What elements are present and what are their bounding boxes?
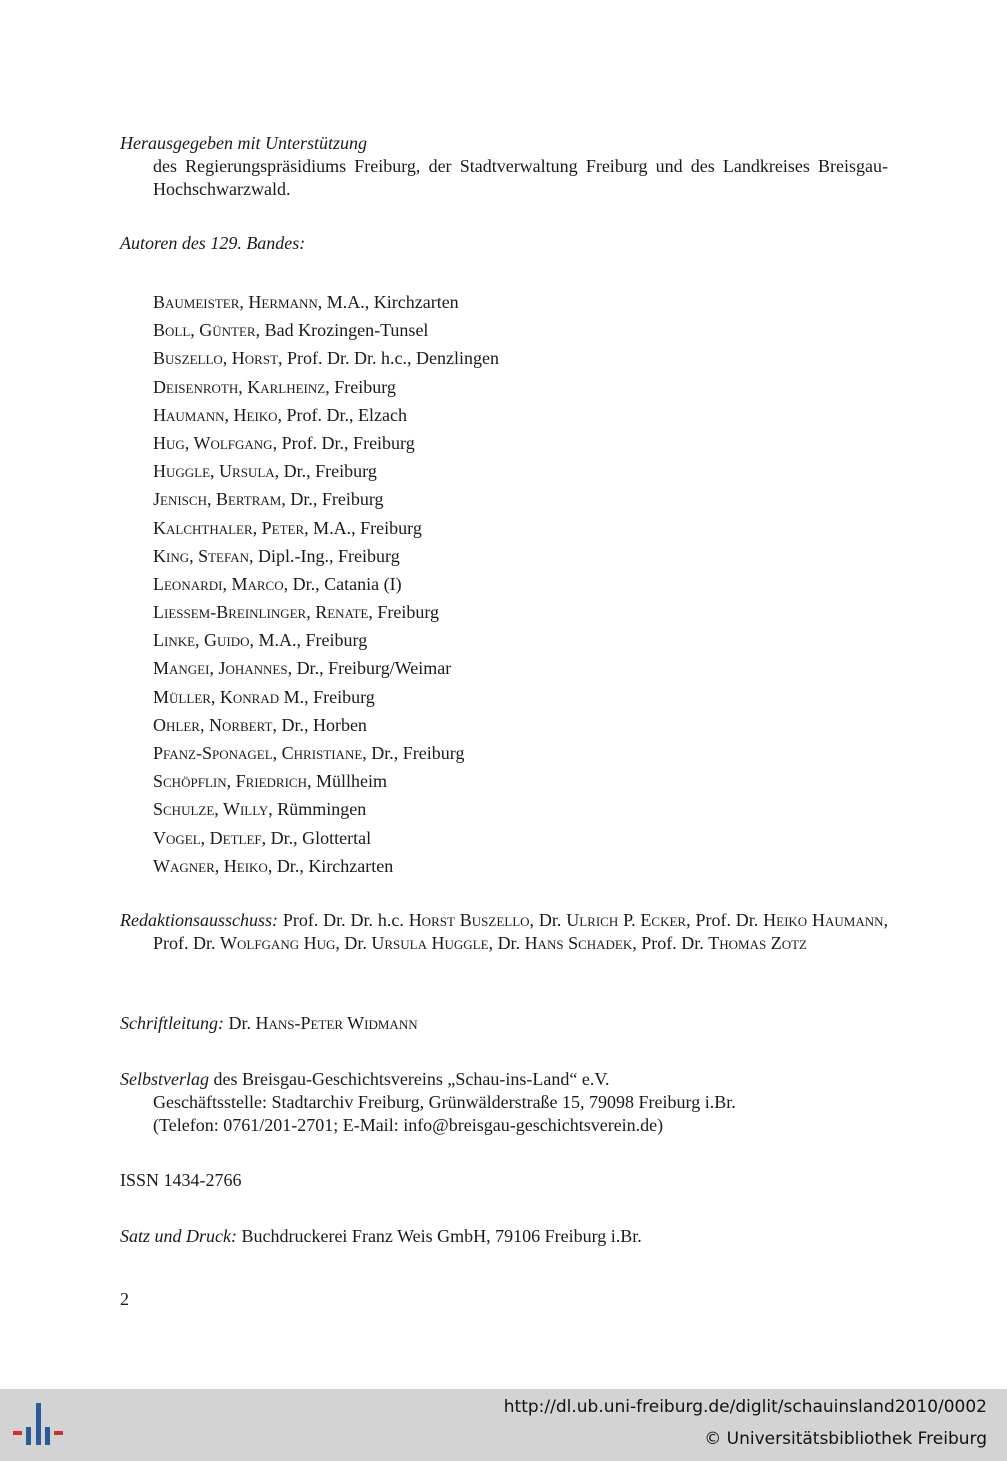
committee-member-name: Heiko Haumann [763,910,884,930]
issn: ISSN 1434-2766 [120,1170,242,1190]
self-publisher-label: Selbstverlag [120,1069,209,1089]
list-item: Boll, Günter, Bad Krozingen-Tunsel [153,320,429,341]
list-item: Mangei, Johannes, Dr., Freiburg/Weimar [153,658,452,679]
list-item: Huggle, Ursula, Dr., Freiburg [153,461,377,482]
self-publisher-line: Selbstverlag des Breisgau-Geschichtsvereins „Schau-ins-Land“ e.V. [120,1069,610,1089]
list-item: Müller, Konrad M., Freiburg [153,686,375,707]
authors-list [153,288,921,880]
list-item: Ohler, Norbert, Dr., Horben [153,714,367,735]
editor-in-chief-name: Hans-Peter Widmann [255,1013,418,1033]
list-item: Wagner, Heiko, Dr., Kirchzarten [153,855,394,876]
list-item: Baumeister, Hermann, M.A., Kirchzarten [153,292,459,312]
list-item: Linke, Guido, M.A., Freiburg [153,630,368,651]
office-address: Geschäftsstelle: Stadtarchiv Freiburg, Grünwälderstraße 15, 79098 Freiburg i.Br. [153,1092,736,1112]
list-item: Hug, Wolfgang, Prof. Dr., Freiburg [153,432,415,453]
committee-member-name: Wolfgang Hug [220,933,336,953]
editorial-committee-label: Redaktionsausschuss: [120,910,278,930]
editor-in-chief-label: Schriftleitung: [120,1013,224,1033]
authors-label: Autoren des 129. Bandes: [120,233,306,253]
typesetting-label: Satz und Druck: [120,1226,237,1246]
committee-member-name: Hans Schadek [524,933,633,953]
list-item: Kalchthaler, Peter, M.A., Freiburg [153,517,422,538]
list-item: Jenisch, Bertram, Dr., Freiburg [153,489,384,510]
page-number: 2 [120,1289,129,1309]
self-publisher-section [120,1068,888,1137]
publisher-support-text: des Regierungspräsidiums Freiburg, der Stadtverwaltung Freiburg und des Landkreises Breisgau-Hochschwarzwald. [153,156,888,199]
list-item: Deisenroth, Karlheinz, Freiburg [153,376,396,397]
list-item: Pfanz-Sponagel, Christiane, Dr., Freiburg [153,743,465,763]
editorial-committee: Redaktionsausschuss: Prof. Dr. Dr. h.c. Horst Buszello, Dr. Ulrich P. Ecker, Prof. Dr. Heiko Haumann, Prof. Dr. Wolfgang Hug, Dr. Ursula Huggle, Dr. Hans Schadek, Prof. Dr. Thomas Zotz [120,910,889,953]
permalink-url[interactable]: http://dl.ub.uni-freiburg.de/diglit/schauinsland2010/0002 [503,1397,987,1417]
list-item: Vogel, Detlef, Dr., Glottertal [153,827,372,848]
list-item: Schulze, Willy, Rümmingen [153,799,367,820]
editor-in-chief: Schriftleitung: Dr. Hans-Peter Widmann [120,1013,418,1033]
committee-member-name: Ursula Huggle [371,933,489,953]
contact-info: (Telefon: 0761/201-2701; E-Mail: info@breisgau-geschichtsverein.de) [153,1115,664,1135]
copyright-text: © Universitätsbibliothek Freiburg [704,1429,987,1449]
footer-bar [0,1389,1007,1461]
list-item: Haumann, Heiko, Prof. Dr., Elzach [153,404,408,425]
list-item: Buszello, Horst, Prof. Dr. Dr. h.c., Denzlingen [153,348,499,369]
list-item: Leonardi, Marco, Dr., Catania (I) [153,573,402,594]
list-item: Schöpflin, Friedrich, Müllheim [153,771,387,792]
publisher-support-section [120,132,888,201]
committee-member-name: Thomas Zotz [708,933,807,953]
library-logo-icon [12,1401,64,1445]
committee-member-name: Ulrich P. Ecker [566,910,687,930]
publisher-support-label: Herausgegeben mit Unterstützung [120,133,367,153]
typesetting-printing: Satz und Druck: Buchdruckerei Franz Weis GmbH, 79106 Freiburg i.Br. [120,1226,642,1246]
committee-member-name: Horst Buszello [408,910,530,930]
list-item: King, Stefan, Dipl.-Ing., Freiburg [153,545,400,566]
list-item: Liessem-Breinlinger, Renate, Freiburg [153,602,440,623]
